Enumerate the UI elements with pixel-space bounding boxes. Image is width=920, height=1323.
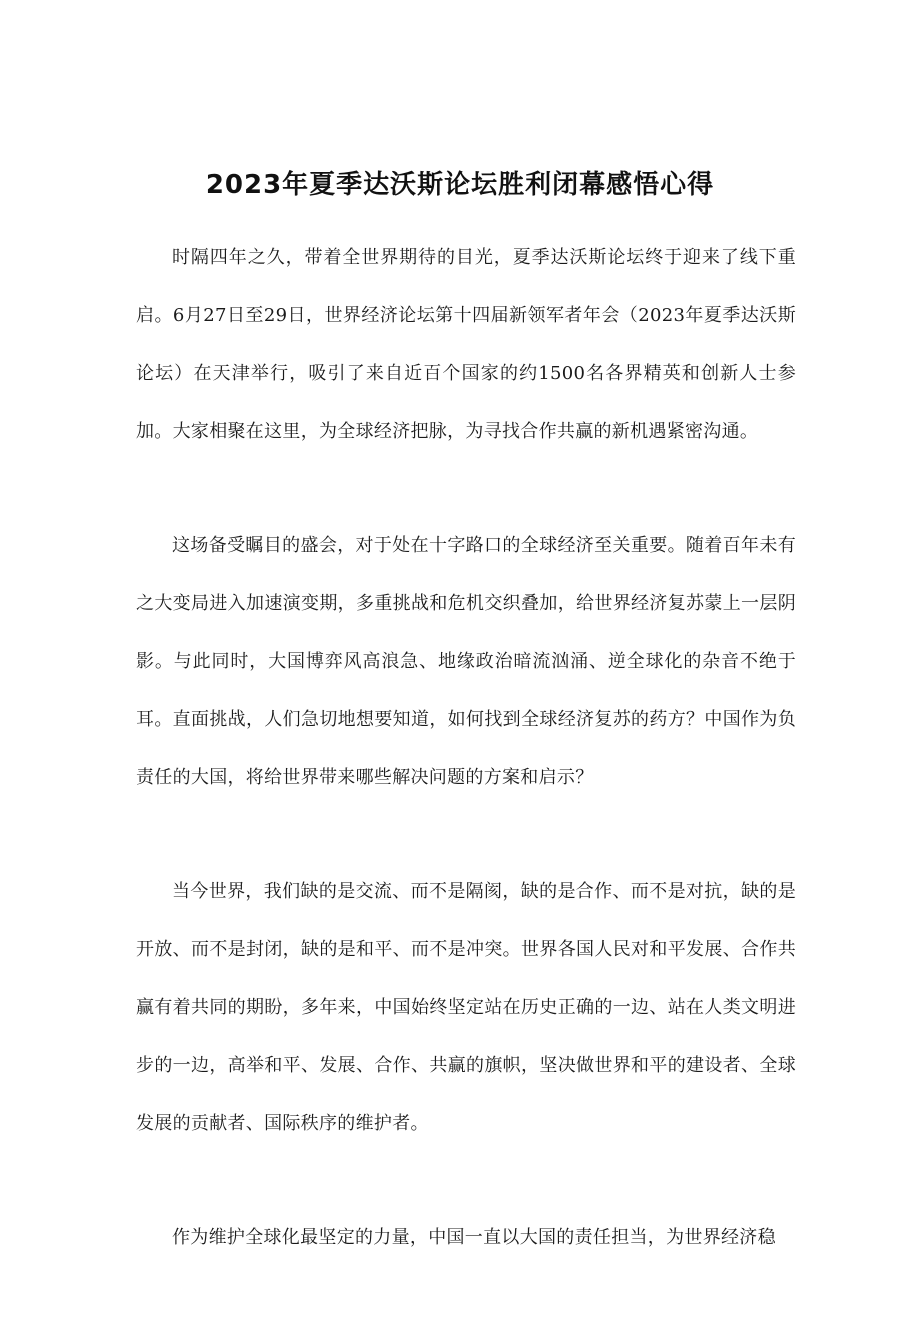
paragraph-1: 时隔四年之久，带着全世界期待的目光，夏季达沃斯论坛终于迎来了线下重启。6月27日至29日，世界经济论坛第十四届新领军者年会（2023年夏季达沃斯论坛）在天津举行，吸引了来自近百个国家的约1500名各界精英和创新人士参加。大家相聚在这里，为全球经济把脉，为寻找合作共赢的新机遇紧密沟通。 bbox=[136, 247, 797, 442]
paragraph-4: 作为维护全球化最坚定的力量，中国一直以大国的责任担当，为世界经济稳 bbox=[172, 1227, 776, 1248]
document-title: 2023年夏季达沃斯论坛胜利闭幕感悟心得 bbox=[205, 170, 715, 201]
paragraph-2: 这场备受瞩目的盛会，对于处在十字路口的全球经济至关重要。随着百年未有之大变局进入加速演变期，多重挑战和危机交织叠加，给世界经济复苏蒙上一层阴影。与此同时，大国博弈风高浪急、地缘政治暗流汹涌、逆全球化的杂音不绝于耳。直面挑战，人们急切地想要知道，如何找到全球经济复苏的药方？中国作为负责任的大国，将给世界带来哪些解决问题的方案和启示？ bbox=[136, 535, 796, 788]
paragraph-3: 当今世界，我们缺的是交流、而不是隔阂，缺的是合作、而不是对抗，缺的是开放、而不是封闭，缺的是和平、而不是冲突。世界各国人民对和平发展、合作共赢有着共同的期盼，多年来，中国始终坚定站在历史正确的一边、站在人类文明进步的一边，高举和平、发展、合作、共赢的旗帜，坚决做世界和平的建设者、全球发展的贡献者、国际秩序的维护者。 bbox=[136, 881, 796, 1134]
document-body bbox=[136, 229, 796, 1323]
